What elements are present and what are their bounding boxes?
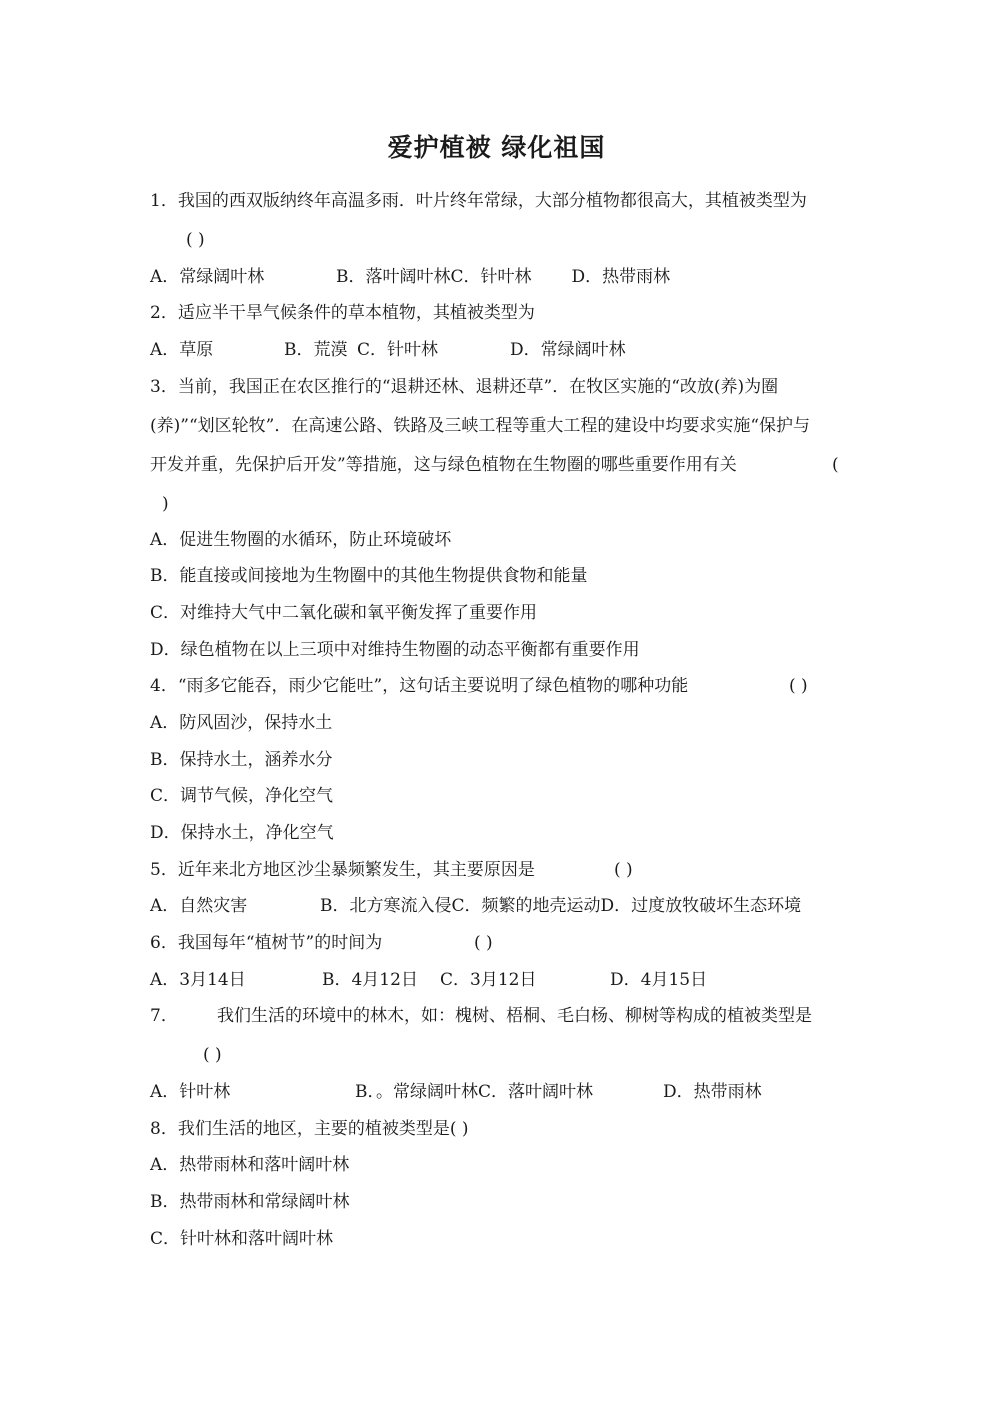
question-8-text: 8．我们生活的地区，主要的植被类型是( ) bbox=[150, 1119, 469, 1139]
question-7-number: 7． bbox=[150, 1006, 178, 1026]
question-4-text: 4．“雨多它能吞，雨少它能吐”，这句话主要说明了绿色植物的哪种功能 bbox=[150, 676, 689, 696]
question-7-blank: ( ) bbox=[203, 1045, 222, 1065]
question-4-option-a: A．防风固沙，保持水土 bbox=[150, 713, 333, 733]
question-1-text: 1．我国的西双版纳终年高温多雨．叶片终年常绿，大部分植物都很高大，其植被类型为 bbox=[150, 191, 807, 211]
question-2-options bbox=[150, 339, 626, 361]
option-b: B．。常绿阔叶林 bbox=[355, 1082, 478, 1102]
option-a: A．针叶林 bbox=[150, 1082, 231, 1102]
option-b: B．荒漠 bbox=[284, 340, 348, 360]
question-4-option-b: B．保持水土，涵养水分 bbox=[150, 750, 333, 770]
option-c: C．针叶林 bbox=[357, 340, 439, 360]
question-3-paren-close: ) bbox=[162, 494, 169, 514]
option-c: C．频繁的地壳运动 bbox=[451, 896, 601, 916]
question-4-option-d: D．保持水土，净化空气 bbox=[150, 823, 334, 843]
option-d: D．热带雨林 bbox=[571, 267, 671, 287]
question-3-option-d: D．绿色植物在以上三项中对维持生物圈的动态平衡都有重要作用 bbox=[150, 640, 640, 660]
option-a: A．自然灾害 bbox=[150, 896, 248, 916]
question-6-text: 6．我国每年“植树节”的时间为 bbox=[150, 933, 383, 953]
option-d: D．过度放牧破坏生态环境 bbox=[600, 896, 802, 916]
option-c: C．3月12日 bbox=[440, 970, 537, 990]
option-a: A．3月14日 bbox=[150, 970, 246, 990]
question-1-blank: ( ) bbox=[186, 230, 205, 250]
option-a: A．常绿阔叶林 bbox=[150, 267, 265, 287]
question-2-text: 2．适应半干旱气候条件的草本植物，其植被类型为 bbox=[150, 303, 535, 323]
page-title: 爱护植被 绿化祖国 bbox=[387, 133, 606, 162]
question-4-blank: ( ) bbox=[789, 676, 808, 696]
question-4-option-c: C．调节气候，净化空气 bbox=[150, 786, 334, 806]
question-7-text: 我们生活的环境中的林木，如：槐树、梧桐、毛白杨、柳树等构成的植被类型是 bbox=[217, 1006, 812, 1026]
question-5-text: 5．近年来北方地区沙尘暴频繁发生，其主要原因是 bbox=[150, 860, 535, 880]
question-3-option-a: A．促进生物圈的水循环，防止环境破坏 bbox=[150, 530, 452, 550]
question-3-line-3: 开发并重，先保护后开发”等措施，这与绿色植物在生物圈的哪些重要作用有关 bbox=[150, 455, 737, 475]
option-b: B．4月12日 bbox=[322, 970, 418, 990]
question-6-options bbox=[150, 969, 707, 991]
question-7-options bbox=[150, 1081, 762, 1103]
option-a: A．草原 bbox=[150, 340, 214, 360]
question-8-option-a: A．热带雨林和落叶阔叶林 bbox=[150, 1155, 350, 1175]
option-d: D．4月15日 bbox=[610, 970, 708, 990]
question-3-paren-open: ( bbox=[832, 455, 839, 475]
question-1-options bbox=[150, 266, 670, 288]
question-5-blank: ( ) bbox=[614, 860, 633, 880]
question-3-option-c: C．对维持大气中二氧化碳和氧平衡发挥了重要作用 bbox=[150, 603, 538, 623]
option-c: C．针叶林 bbox=[450, 267, 532, 287]
question-3-option-b: B．能直接或间接地为生物圈中的其他生物提供食物和能量 bbox=[150, 566, 588, 586]
option-d: D．常绿阔叶林 bbox=[510, 340, 626, 360]
question-8-option-c: C．针叶林和落叶阔叶林 bbox=[150, 1229, 334, 1249]
option-b: B．北方寒流入侵 bbox=[320, 896, 452, 916]
option-c: C．落叶阔叶林 bbox=[478, 1082, 594, 1102]
question-6-blank: ( ) bbox=[474, 933, 493, 953]
question-8-option-b: B．热带雨林和常绿阔叶林 bbox=[150, 1192, 350, 1212]
question-3-line-1: 3．当前，我国正在农区推行的“退耕还林、退耕还草”．在牧区实施的“改放(养)为圈 bbox=[150, 377, 779, 397]
option-d: D．热带雨林 bbox=[663, 1082, 762, 1102]
option-b: B．落叶阔叶林 bbox=[336, 267, 451, 287]
question-5-options bbox=[150, 895, 801, 917]
question-3-line-2: (养)”“划区轮牧”．在高速公路、铁路及三峡工程等重大工程的建设中均要求实施“保护与 bbox=[150, 416, 811, 436]
